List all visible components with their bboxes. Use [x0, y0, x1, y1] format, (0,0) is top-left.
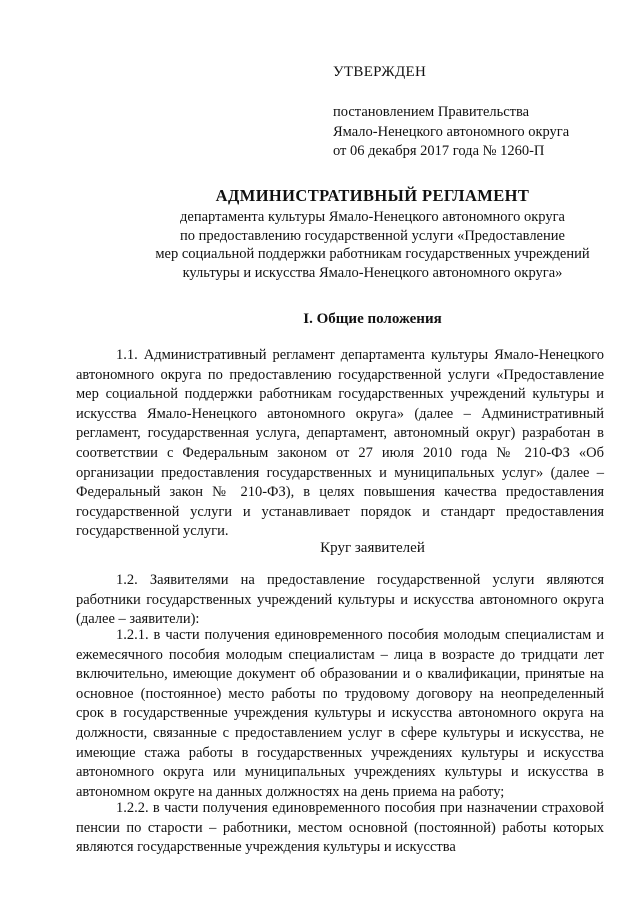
paragraph-1-2: 1.2. Заявителями на предоставление государственной услуги являются работники государственных учреждений культуры и искусства автономного округа (далее – заявители):: [76, 572, 604, 628]
approval-line: постановлением Правительства: [333, 104, 530, 120]
approval-title: УТВЕРЖДЕН: [333, 64, 427, 80]
paragraph-1-1: 1.1. Административный регламент департамента культуры Ямало-Ненецкого автономного округа по предоставлению государственной услуги «Предоставление мер социальной поддержки работникам государственных учреждений культуры и искусства Ямало-Ненецкого автономного округа» (далее – Административный регламент, государственная услуга, департамент, автономный округ) разработан в соответствии с Федеральным законом от 27 июля 2010 года № 210-ФЗ «Об организации предоставления государственных и муниципальных услуг» (далее – Федеральный закон № 210-ФЗ), в целях повышения качества предоставления государственной услуги и устанавливает порядок и стандарт предоставления государственной услуги.: [76, 347, 604, 540]
section-heading-applicants: Круг заявителей: [320, 540, 425, 556]
document-subtitle-line: департамента культуры Ямало-Ненецкого автономного округа: [180, 209, 565, 225]
approval-block: [333, 62, 623, 162]
approval-line: Ямало-Ненецкого автономного округа: [333, 123, 570, 140]
paragraph-1-2-1: 1.2.1. в части получения единовременного пособия молодым специалистам и ежемесячного пособия молодым специалистам – лица в возрасте до тридцати лет включительно, имеющие документ об образовании и о квалификации, принятые на основное (постоянное) место работы по трудовому договору на неопределенный срок в государственные учреждения культуры и искусства автономного округа на должности, связанные с предоставлением услуг в сфере культуры и искусства, не имеющие стажа работы в государственных учреждениях культуры и искусства автономного округа или муниципальных учреждениях культуры и искусства в автономном округе на данных должностях на день приема на работу;: [76, 627, 604, 800]
document-subtitle-line: мер социальной поддержки работникам государственных учреждений: [155, 246, 590, 262]
document-subtitle-line: по предоставлению государственной услуги «Предоставление: [180, 227, 565, 244]
document-subtitle-line: культуры и искусства Ямало-Ненецкого автономного округа»: [182, 264, 563, 281]
document-header: [80, 185, 640, 282]
section-heading-general: I. Общие положения: [303, 311, 442, 327]
approval-line: от 06 декабря 2017 года № 1260-П: [333, 143, 545, 159]
document-title: АДМИНИСТРАТИВНЫЙ РЕГЛАМЕНТ: [215, 186, 530, 205]
paragraph-1-2-2: 1.2.2. в части получения единовременного пособия при назначении страховой пенсии по старости – работники, местом основной (постоянной) работы которых являются государственные учреждения культуры и искусства: [76, 800, 604, 856]
